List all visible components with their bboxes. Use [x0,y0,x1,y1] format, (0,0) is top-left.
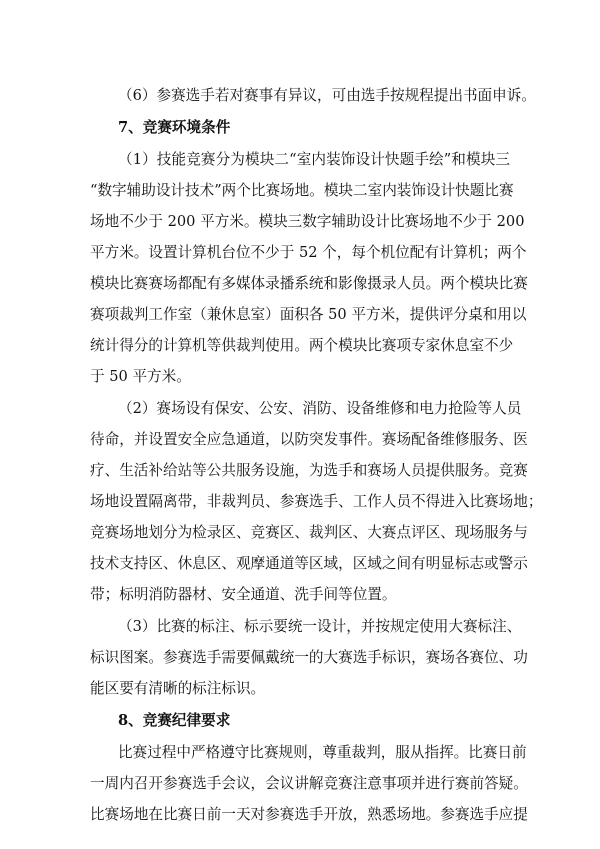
section-8-paragraph-1-line: 比赛场地在比赛日前一天对参赛选手开放，熟悉场地。参赛选手应提 [90,806,528,823]
section-7-paragraph-1-line: “数字辅助设计技术”两个比赛场地。模块二室内装饰设计快题比赛 [90,182,514,199]
section-7-paragraph-1-line: 平方米。设置计算机台位不少于 52 个，每个机位配有计算机；两个 [90,244,527,261]
section-7-paragraph-1-line: 模块比赛赛场都配有多媒体录播系统和影像摄录人员。两个模块比赛 [90,275,528,292]
section-7-paragraph-2-line: 技术支持区、休息区、观摩通道等区域，区域之间有明显标志或警示 [90,555,528,572]
section-7-paragraph-1-line: 场地不少于 200 平方米。模块三数字辅助设计比赛场地不少于 200 [90,213,525,230]
section-7-paragraph-2-line: 待命，并设置安全应急通道，以防突发事件。赛场配备维修服务、医 [90,431,528,448]
section-8-paragraph-1-line: 一周内召开参赛选手会议，会议讲解竞赛注意事项并进行赛前答疑。 [90,775,528,792]
section-8-heading: 8、竞赛纪律要求 [118,712,231,729]
section-7-paragraph-3-line: （3）比赛的标注、标示要统一设计，并按规定使用大赛标注、 [118,618,522,635]
section-7-paragraph-1-line: 统计得分的计算机等供裁判使用。两个模块比赛项专家休息室不少 [90,337,514,354]
section-7-paragraph-2-line: （2）赛场设有保安、公安、消防、设备维修和电力抢险等人员 [118,400,522,417]
section-7-paragraph-2-line: 带；标明消防器材、安全通道、洗手间等位置。 [90,586,397,603]
section-7-paragraph-1-line: 于 50 平方米。 [90,368,191,385]
section-7-paragraph-2-line: 竞赛场地划分为检录区、竞赛区、裁判区、大赛点评区、现场服务与 [90,524,528,541]
section-8-paragraph-1-line: 比赛过程中严格遵守比赛规则，尊重裁判，服从指挥。比赛日前 [118,744,527,761]
section-7-paragraph-2-line: 疗、生活补给站等公共服务设施，为选手和赛场人员提供服务。竞赛 [90,462,528,479]
section-7-heading: 7、竞赛环境条件 [118,119,231,136]
section-7-paragraph-2-line: 场地设置隔离带，非裁判员、参赛选手、工作人员不得进入比赛场地； [90,493,543,510]
section-7-paragraph-3-line: 能区要有清晰的标注标识。 [90,680,266,697]
section-7-paragraph-1-line: 赛项裁判工作室（兼休息室）面积各 50 平方米，提供评分桌和用以 [90,306,527,323]
section-7-paragraph-1-line: （1）技能竞赛分为模块二“室内装饰设计快题手绘”和模块三 [118,151,510,168]
section-7-paragraph-3-line: 标识图案。参赛选手需要佩戴统一的大赛选手标识，赛场各赛位、功 [90,649,528,666]
item-6-appeal: （6）参赛选手若对赛事有异议，可由选手按规程提出书面申诉。 [118,87,536,104]
